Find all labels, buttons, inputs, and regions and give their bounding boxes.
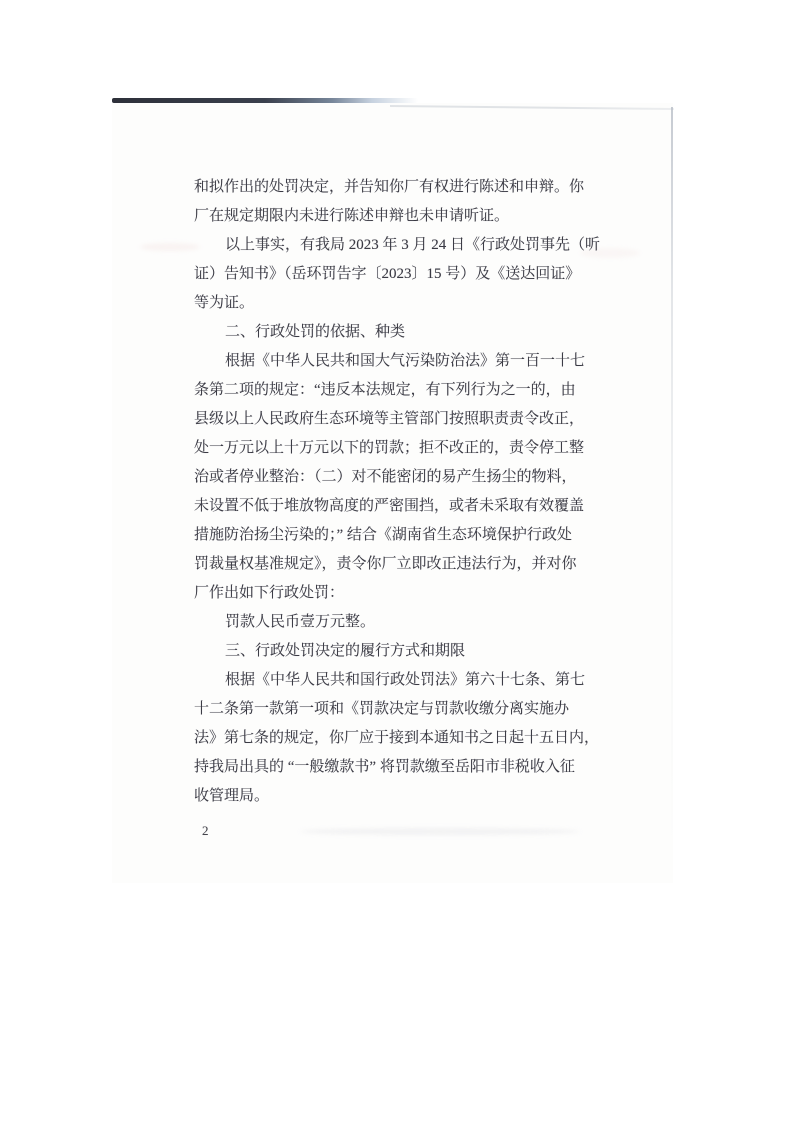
text-line: 收管理局。 (194, 788, 270, 804)
scan-edge-top-line (112, 98, 418, 103)
text-line: 三、行政处罚决定的履行方式和期限 (225, 643, 466, 659)
page-number: 2 (202, 823, 209, 838)
text-line: 法》第七条的规定，你厂应于接到本通知书之日起十五日内， (194, 730, 600, 746)
paper-right-edge (671, 107, 673, 847)
scan-smudge (300, 828, 580, 835)
text-line: 条第二项的规定：“违反本法规定，有下列行为之一的，由 (194, 382, 576, 398)
text-line: 持我局出具的 “一般缴款书” 将罚款缴至岳阳市非税收入征 (194, 759, 575, 775)
text-line: 二、行政处罚的依据、种类 (225, 324, 406, 340)
text-line: 证）告知书》（岳环罚告字〔2023〕15 号）及《送达回证》 (194, 266, 581, 282)
text-line: 县级以上人民政府生态环境等主管部门按照职责责令改正， (194, 411, 585, 427)
text-line: 根据《中华人民共和国行政处罚法》第六十七条、第七 (225, 672, 586, 688)
text-line: 措施防治扬尘污染的；” 结合《湖南省生态环境保护行政处 (194, 527, 572, 543)
text-line: 十二条第一款第一项和《罚款决定与罚款收缴分离实施办 (194, 701, 570, 717)
text-line: 根据《中华人民共和国大气污染防治法》第一百一十七 (225, 353, 586, 369)
text-line: 以上事实，有我局 2023 年 3 月 24 日《行政处罚事先（听 (225, 237, 601, 253)
text-line: 治或者停业整治：（二）对不能密闭的易产生扬尘的物料， (194, 469, 577, 485)
text-line: 处一万元以上十万元以下的罚款；拒不改正的，责令停工整 (194, 440, 585, 456)
text-line: 厂在规定期限内未进行陈述申辩也未申请听证。 (194, 208, 510, 224)
text-line: 和拟作出的处罚决定，并告知你厂有权进行陈述和申辩。你 (194, 179, 585, 195)
scan-smudge (140, 243, 200, 251)
document-text (194, 173, 601, 811)
text-line: 等为证。 (194, 295, 255, 311)
text-line: 罚裁量权基准规定》，责令你厂立即改正违法行为，并对你 (194, 556, 577, 572)
text-line: 厂作出如下行政处罚： (194, 585, 345, 601)
text-line: 未设置不低于堆放物高度的严密围挡，或者未采取有效覆盖 (194, 498, 585, 514)
text-line: 罚款人民币壹万元整。 (225, 614, 376, 630)
